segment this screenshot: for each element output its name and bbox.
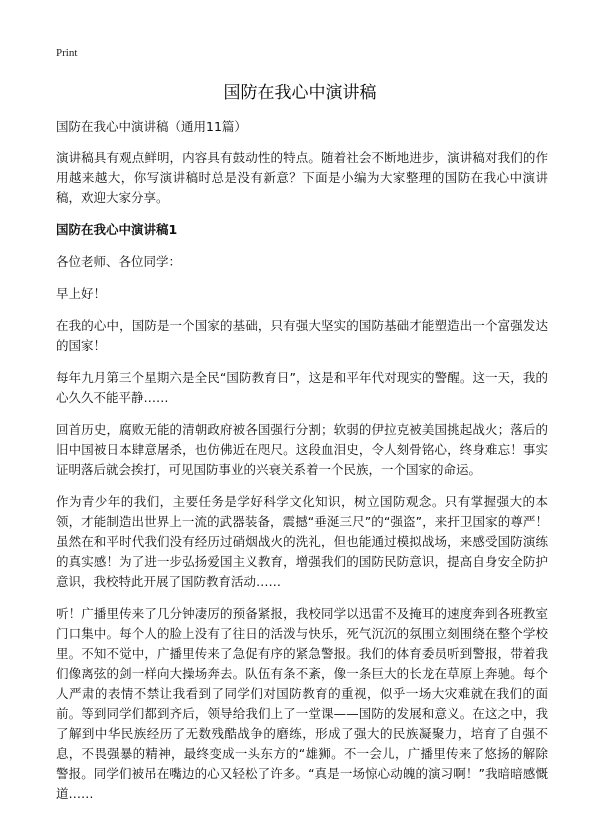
document-subtitle: 国防在我心中演讲稿（通用11篇） bbox=[56, 119, 247, 134]
page-title: 国防在我心中演讲稿 bbox=[223, 83, 377, 103]
document-body bbox=[56, 118, 548, 816]
print-label: Print bbox=[56, 47, 78, 59]
intro-paragraph: 演讲稿具有观点鲜明，内容具有鼓动性的特点。随着社会不断地进步，演讲稿对我们的作用越来越大，你写演讲稿时总是没有新意？下面是小编为大家整理的国防在我心中演讲稿，欢迎大家分享。 bbox=[56, 150, 548, 205]
paragraph-body: 每年九月第三个星期六是全民“国防教育日”，这是和平年代对现实的警醒。这一天，我的心久久不能平静…… bbox=[56, 370, 548, 405]
section-heading: 国防在我心中演讲稿1 bbox=[56, 222, 178, 237]
paragraph-greeting: 各位老师、各位同学： bbox=[56, 254, 182, 269]
paragraph-body: 作为青少年的我们，主要任务是学好科学文化知识，树立国防观念。只有掌握强大的本领，才能制造出世界上一流的武器装备，震撼“垂涎三尺”的“强盗”，来扞卫国家的尊严！虽然在和平时代我们没有经历过硝烟战火的洗礼，但也能通过模拟战场，来感受国防演练的真实感！为了进一步弘扬爱国主义教育，增强我们的国防民防意识，提高自身安全防护意识，我校特此开展了国防教育活动…… bbox=[56, 494, 548, 589]
paragraph-body: 听！广播里传来了几分钟凄厉的预备紧报，我校同学以迅雷不及掩耳的速度奔到各班教室门口集中。每个人的脸上没有了往日的活泼与快乐，死气沉沉的氛围立刻围绕在整个学校里。不知不觉中，广播里传来了急促有序的紧急警报。我们的体育委员听到警报，带着我们像离弦的剑一样向大操场奔去。队伍有条不紊，像一条巨大的长龙在草原上奔驰。每个人严肃的表情不禁让我看到了同学们对国防教育的重视，似乎一场大灾难就在我们的面前。等到同学们都到齐后，领导给我们上了一堂课——国防的发展和意义。在这之中，我了解到中华民族经历了无数残酷战争的磨练，形成了强大的民族凝聚力，培育了自强不息，不畏强暴的精神，最终变成一头东方的“雄狮。不一会儿，广播里传来了悠扬的解除警报。同学们被吊在嘴边的心又轻松了许多。“真是一场惊心动魄的演习啊！”我暗暗感慨道…… bbox=[56, 606, 548, 801]
paragraph-body: 在我的心中，国防是一个国家的基础，只有强大坚实的国防基础才能塑造出一个富强发达的国家！ bbox=[56, 318, 548, 353]
paragraph-morning: 早上好！ bbox=[56, 286, 107, 301]
paragraph-body: 回首历史，腐败无能的清朝政府被各国强行分割；软弱的伊拉克被美国挑起战火；落后的旧中国被日本肆意屠杀，也仿佛近在咫尺。这段血泪史，令人刻骨铭心，终身难忘！事实证明落后就会挨打，可见国防事业的兴衰关系着一个民族，一个国家的命运。 bbox=[56, 422, 548, 477]
